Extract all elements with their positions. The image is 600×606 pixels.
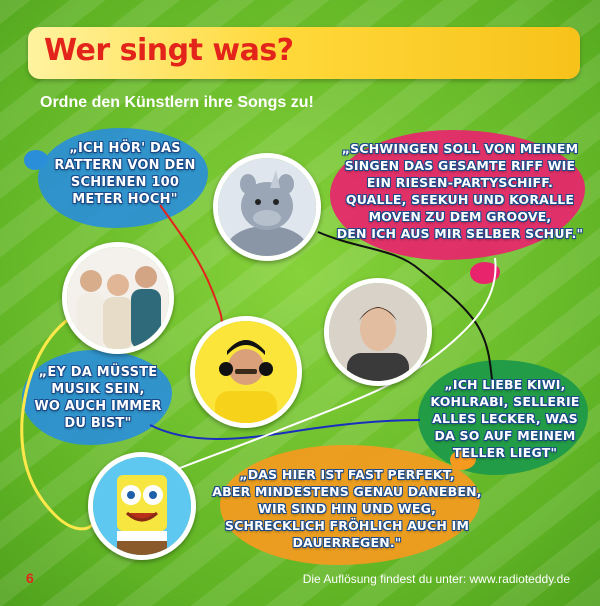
blue-connection-line [150, 420, 420, 439]
band-photo[interactable] [62, 242, 174, 354]
page-title: Wer singt was? [44, 33, 294, 68]
quote-party-ship: „SCHWINGEN SOLL VON MEINEM SINGEN DAS GESAMTE RIFF WIE EIN RIESEN-PARTYSCHIFF. QUALLE, SEEKUH UND KORALLE MOVEN ZU DEM GROOVE, DEN ICH AUS MIR SELBER SCHUF." [336, 141, 584, 241]
rhino-icon [218, 158, 316, 256]
page-subtitle: Ordne den Künstlern ihre Songs zu! [40, 94, 314, 111]
quote-music: „EY DA MÜSSTE MUSIK SEIN, WO AUCH IMMER DU BIST" [34, 365, 162, 431]
portrait-icon [329, 283, 427, 381]
spongebob-icon [93, 457, 191, 555]
spongebob-photo[interactable] [88, 452, 196, 560]
band-icon [67, 247, 169, 349]
young-man-photo[interactable] [324, 278, 432, 386]
quote-train: „ICH HÖR' DAS RATTERN VON DEN SCHIENEN 100 METER HOCH" [54, 141, 196, 207]
quote-perfect: „DAS HIER IST FAST PERFEKT, ABER MINDESTENS GENAU DANEBEN, WIR SIND HIN UND WEG, SCHRECKLICH FRÖHLICH AUCH IM DAUERREGEN." [212, 467, 482, 550]
singer-icon [195, 321, 297, 423]
quote-kiwi: „ICH LIEBE KIWI, KOHLRABI, SELLERIE ALLES LECKER, WAS DA SO AUF MEINEM TELLER LIEGT" [430, 377, 580, 460]
singer-headphones-photo[interactable] [190, 316, 302, 428]
page-number: 6 [26, 570, 34, 586]
solution-note: Die Auflösung findest du unter: www.radioteddy.de [302, 572, 570, 586]
rhino-puppet-photo[interactable] [213, 153, 321, 261]
